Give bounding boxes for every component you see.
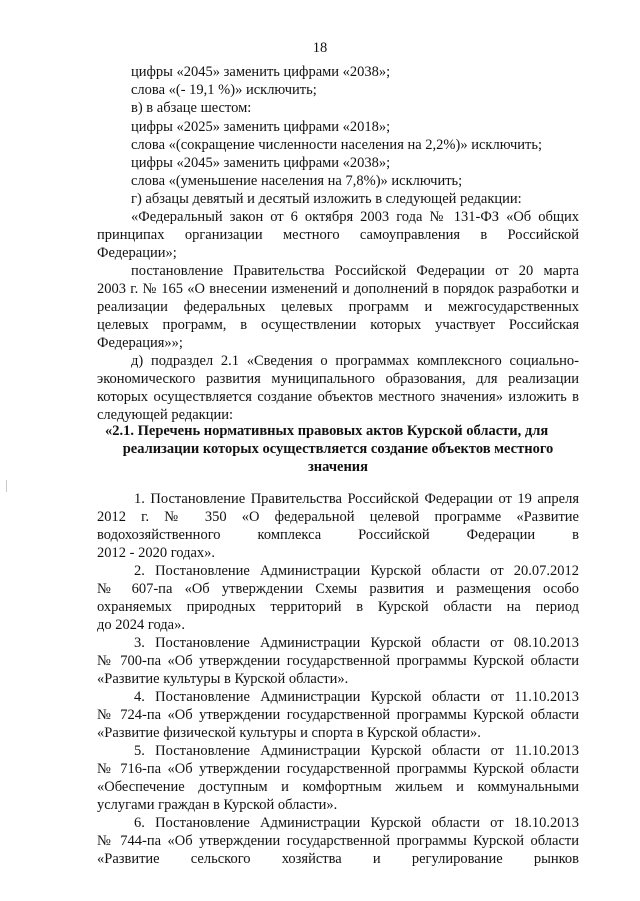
- text-line: в) в абзаце шестом:: [131, 100, 252, 116]
- text-line: следующей редакции:: [97, 407, 234, 423]
- text-line: «Федеральный закон от 6 октября 2003 года № 131-ФЗ «Об общих: [131, 209, 579, 225]
- text-line: цифры «2025» заменить цифрами «2018»;: [131, 119, 391, 135]
- text-line: слова «(сокращение численности населения на 2,2%)» исключить;: [131, 137, 543, 153]
- text-line: 2012 - 2020 годах».: [97, 545, 216, 561]
- text-line: Федерация»»;: [97, 335, 183, 351]
- page-number: 18: [312, 40, 328, 56]
- text-line: 2012 г. № 350 «О федеральной целевой программе «Развитие: [97, 509, 579, 525]
- text-line: экономического развития муниципального образования, для реализации: [97, 371, 579, 387]
- text-line: 2. Постановление Администрации Курской области от 20.07.2012: [134, 563, 579, 579]
- text-line: до 2024 года».: [97, 617, 185, 633]
- text-line: г) абзацы девятый и десятый изложить в следующей редакции:: [131, 191, 522, 207]
- text-line: Федерации»;: [97, 245, 177, 261]
- text-line: цифры «2045» заменить цифрами «2038»;: [131, 64, 391, 80]
- text-line: охраняемых природных территорий в Курской области на период: [97, 599, 579, 615]
- text-line: № 744-па «Об утверждении государственной программы Курской области: [97, 833, 579, 849]
- text-line: 4. Постановление Администрации Курской области от 11.10.2013: [134, 689, 579, 705]
- text-line: д) подраздел 2.1 «Сведения о программах комплексного социально-: [131, 353, 579, 369]
- scan-margin-mark: [6, 480, 7, 492]
- text-line: 5. Постановление Администрации Курской области от 11.10.2013: [134, 743, 579, 759]
- text-line: принципах организации местного самоуправления в Российской: [97, 227, 579, 243]
- text-line: водохозяйственного комплекса Российской Федерации в: [97, 527, 579, 543]
- text-line: слова «(- 19,1 %)» исключить;: [131, 82, 317, 98]
- section-heading: значения: [307, 459, 369, 475]
- text-line: «Развитие сельского хозяйства и регулирование рынков: [97, 851, 579, 867]
- text-line: услугами граждан в Курской области».: [97, 797, 338, 813]
- text-line: 6. Постановление Администрации Курской области от 18.10.2013: [134, 815, 579, 831]
- text-line: № 700-па «Об утверждении государственной программы Курской области: [97, 653, 579, 669]
- text-line: реализации федеральных целевых программ и межгосударственных: [97, 299, 579, 315]
- text-line: которых осуществляется создание объектов местного значения» изложить в: [97, 389, 579, 405]
- text-line: 3. Постановление Администрации Курской области от 08.10.2013: [134, 635, 579, 651]
- text-line: 2003 г. № 165 «О внесении изменений и дополнений в порядок разработки и: [97, 281, 579, 297]
- text-line: № 607-па «Об утверждении Схемы развития и размещения особо: [97, 581, 579, 597]
- text-line: «Развитие культуры в Курской области».: [97, 671, 349, 687]
- section-heading: «2.1. Перечень нормативных правовых актов Курской области, для: [105, 423, 549, 439]
- text-line: «Обеспечение доступным и комфортным жильем и коммунальными: [97, 779, 579, 795]
- section-heading: реализации которых осуществляется создание объектов местного: [122, 441, 554, 457]
- text-line: 1. Постановление Правительства Российской Федерации от 19 апреля: [134, 491, 579, 507]
- text-line: целевых программ, в осуществлении которых участвует Российская: [97, 317, 579, 333]
- text-line: № 716-па «Об утверждении государственной программы Курской области: [97, 761, 579, 777]
- text-line: «Развитие физической культуры и спорта в Курской области».: [97, 725, 481, 741]
- text-line: № 724-па «Об утверждении государственной программы Курской области: [97, 707, 579, 723]
- text-line: постановление Правительства Российской Федерации от 20 марта: [131, 263, 579, 279]
- text-line: слова «(уменьшение населения на 7,8%)» исключить;: [131, 173, 463, 189]
- text-line: цифры «2045» заменить цифрами «2038»;: [131, 155, 391, 171]
